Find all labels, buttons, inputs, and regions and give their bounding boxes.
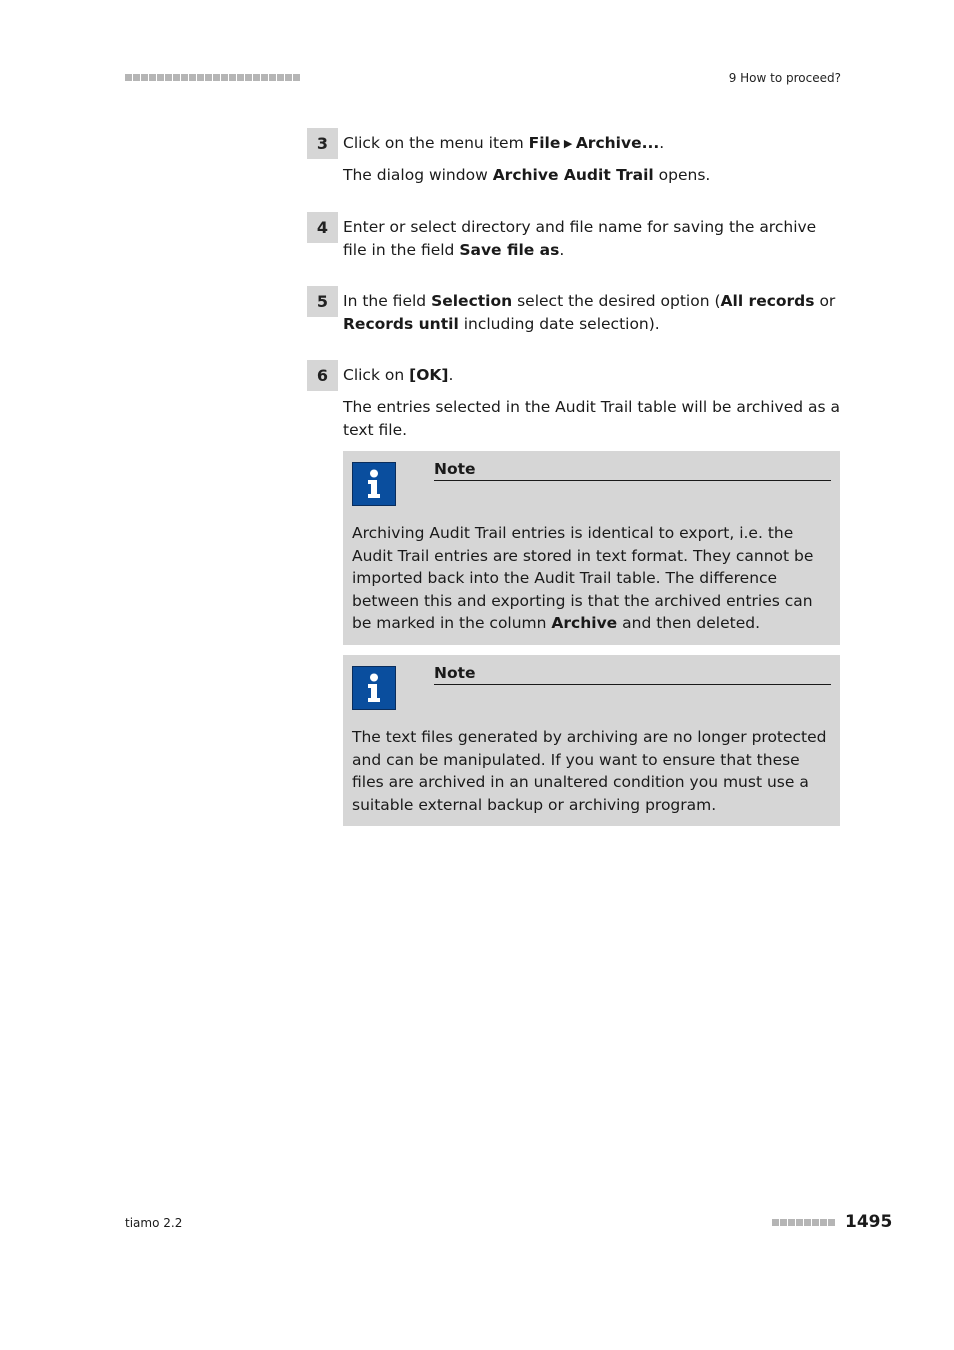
- page-number: 1495: [845, 1212, 893, 1232]
- bold-term: Selection: [431, 292, 513, 310]
- note-box: [343, 451, 840, 645]
- note-body: [352, 522, 834, 635]
- step-result: [343, 396, 843, 442]
- step-instruction: [343, 132, 843, 155]
- dot: [820, 1219, 827, 1226]
- dot: [197, 74, 204, 81]
- note-title: Note: [434, 460, 831, 481]
- text-run: or: [814, 292, 836, 310]
- dot: [812, 1219, 819, 1226]
- info-icon: [352, 666, 396, 710]
- dot: [828, 1219, 835, 1226]
- bold-term: Save file as: [459, 241, 560, 259]
- dot: [133, 74, 140, 81]
- step-result: [343, 164, 843, 187]
- text-run: opens.: [653, 166, 711, 184]
- dot: [277, 74, 284, 81]
- step-instruction: [343, 216, 843, 262]
- bold-term: Records until: [343, 315, 459, 333]
- dot: [245, 74, 252, 81]
- footer-decoration: [772, 1219, 840, 1227]
- dot: [205, 74, 212, 81]
- dot: [253, 74, 260, 81]
- dot: [181, 74, 188, 81]
- step-instruction: [343, 290, 843, 336]
- note-box: [343, 655, 840, 826]
- text-run: .: [659, 134, 665, 152]
- header-decoration: [125, 74, 307, 82]
- text-run: The entries selected in the Audit Trail table will be archived as a text file.: [343, 398, 841, 439]
- text-run: .: [448, 366, 454, 384]
- dot: [261, 74, 268, 81]
- bold-term: File: [528, 134, 561, 152]
- step-number: 3: [307, 128, 338, 159]
- step-instruction: [343, 364, 843, 387]
- dot: [125, 74, 132, 81]
- dot: [149, 74, 156, 81]
- dot: [157, 74, 164, 81]
- dot: [780, 1219, 787, 1226]
- text-run: Enter or select directory and file name for saving the archive file in the field: [343, 218, 817, 259]
- dot: [165, 74, 172, 81]
- step-number: 6: [307, 360, 338, 391]
- dot: [237, 74, 244, 81]
- dot: [796, 1219, 803, 1226]
- dot: [269, 74, 276, 81]
- text-run: Click on the menu item: [343, 134, 529, 152]
- text-run: The text files generated by archiving are no longer protected and can be manipulated. If you want to ensure that these files are archived in an unaltered condition you must use a suitable external backup or archiving program.: [352, 728, 827, 814]
- dot: [221, 74, 228, 81]
- header-section-title: 9 How to proceed?: [728, 71, 841, 85]
- dot: [229, 74, 236, 81]
- text-run: The dialog window: [343, 166, 493, 184]
- dot: [213, 74, 220, 81]
- text-run: and then deleted.: [617, 614, 761, 633]
- bold-term: Archive...: [575, 134, 660, 152]
- text-run: Click on: [343, 366, 410, 384]
- dot: [189, 74, 196, 81]
- bold-term: Archive Audit Trail: [492, 166, 654, 184]
- note-title: Note: [434, 664, 831, 685]
- menu-arrow: ▶: [560, 137, 576, 150]
- bold-term: All records: [720, 292, 815, 310]
- text-run: including date selection).: [458, 315, 660, 333]
- dot: [141, 74, 148, 81]
- note-body: [352, 726, 834, 816]
- text-run: .: [559, 241, 565, 259]
- text-run: Archiving Audit Trail entries is identical to export, i.e. the Audit Trail entries are stored in text format. They cannot be imported back into the Audit Trail table. The difference between this and exporting is that the archived entries can be marked in the column: [352, 524, 814, 633]
- info-icon: [352, 462, 396, 506]
- dot: [804, 1219, 811, 1226]
- dot: [285, 74, 292, 81]
- footer-product: tiamo 2.2: [125, 1216, 183, 1230]
- dot: [772, 1219, 779, 1226]
- dot: [173, 74, 180, 81]
- bold-term: Archive: [551, 614, 618, 633]
- step-number: 5: [307, 286, 338, 317]
- dot: [788, 1219, 795, 1226]
- text-run: select the desired option (: [512, 292, 721, 310]
- bold-term: [OK]: [409, 366, 449, 384]
- step-number: 4: [307, 212, 338, 243]
- dot: [293, 74, 300, 81]
- text-run: In the field: [343, 292, 432, 310]
